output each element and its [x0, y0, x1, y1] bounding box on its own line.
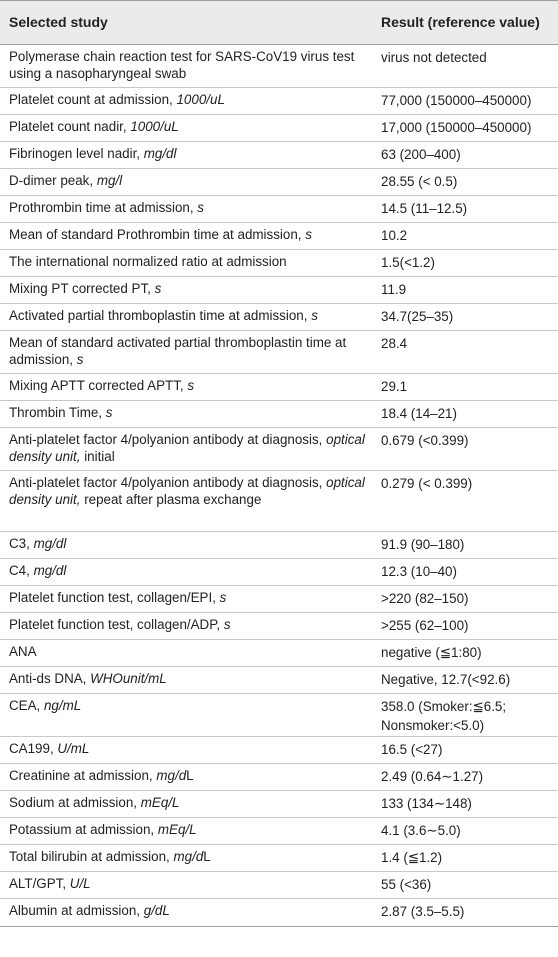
table-row	[0, 818, 558, 845]
study-cell	[0, 223, 372, 249]
study-cell	[0, 640, 372, 666]
study-name: Potassium at admission,	[9, 822, 158, 837]
study-cell	[0, 196, 372, 222]
table-row	[0, 428, 558, 471]
study-unit: s	[76, 352, 84, 367]
study-unit: U/mL	[57, 741, 90, 756]
result-cell: 14.5 (11–12.5)	[381, 201, 468, 216]
study-name: Anti-ds DNA,	[9, 671, 91, 686]
study-cell	[0, 428, 372, 470]
study-cell	[0, 737, 372, 763]
study-cell	[0, 88, 372, 114]
result-cell: 77,000 (150000–450000)	[381, 93, 532, 108]
study-cell	[0, 818, 372, 844]
study-unit: optical density unit,	[9, 475, 365, 507]
result-cell: Negative, 12.7(<92.6)	[381, 672, 511, 687]
result-cell: 34.7(25–35)	[381, 309, 454, 324]
header-result: Result (reference value)	[381, 14, 540, 30]
study-unit: 1000/uL	[176, 92, 225, 107]
study-cell	[0, 304, 372, 330]
study-unit: mg/d	[173, 849, 204, 864]
result-cell: 55 (<36)	[381, 877, 432, 892]
study-cell	[0, 331, 372, 373]
table-row	[0, 640, 558, 667]
study-name: CA199,	[9, 741, 58, 756]
table-row	[0, 304, 558, 331]
result-cell: 18.4 (14–21)	[381, 406, 457, 421]
study-unit: U/L	[69, 876, 91, 891]
table-row	[0, 277, 558, 304]
table-row	[0, 401, 558, 428]
table-row	[0, 196, 558, 223]
study-name: Mean of standard Prothrombin time at admission,	[9, 227, 306, 242]
study-name: Activated partial thromboplastin time at admission,	[9, 308, 312, 323]
study-suffix: L	[186, 768, 194, 783]
table-row	[0, 613, 558, 640]
study-name: Platelet count nadir,	[9, 119, 131, 134]
study-unit: s	[219, 590, 227, 605]
study-name: C3,	[9, 536, 34, 551]
study-name: Platelet function test, collagen/EPI,	[9, 590, 220, 605]
table-row	[0, 791, 558, 818]
result-cell: 2.87 (3.5–5.5)	[381, 904, 465, 919]
study-name: Creatinine at admission,	[9, 768, 157, 783]
result-cell: 11.9	[381, 282, 407, 297]
study-cell	[0, 401, 372, 427]
result-cell: 0.679 (<0.399)	[381, 433, 469, 448]
study-unit: s	[105, 405, 113, 420]
result-cell: >255 (62–100)	[381, 618, 469, 633]
study-unit: mg/dl	[33, 536, 67, 551]
study-name: Total bilirubin at admission,	[9, 849, 174, 864]
table-row	[0, 115, 558, 142]
table-row	[0, 764, 558, 791]
study-cell	[0, 559, 372, 585]
study-cell	[0, 667, 372, 693]
study-cell	[0, 471, 372, 531]
study-name: Thrombin Time,	[9, 405, 106, 420]
result-cell: 17,000 (150000–450000)	[381, 120, 532, 135]
result-cell: 0.279 (< 0.399)	[381, 476, 473, 491]
result-cell: 12.3 (10–40)	[381, 564, 457, 579]
study-name: Platelet count at admission,	[9, 92, 177, 107]
result-cell: 2.49 (0.64∼1.27)	[381, 769, 484, 784]
study-name: Prothrombin time at admission,	[9, 200, 198, 215]
result-cell: 28.55 (< 0.5)	[381, 174, 458, 189]
study-unit: WHOunit/mL	[90, 671, 167, 686]
study-cell	[0, 586, 372, 612]
result-cell: 63 (200–400)	[381, 147, 461, 162]
study-name: ALT/GPT,	[9, 876, 70, 891]
study-unit: s	[154, 281, 162, 296]
table-body	[0, 45, 558, 927]
table-row	[0, 737, 558, 764]
study-cell	[0, 277, 372, 303]
study-name: Anti-platelet factor 4/polyanion antibody at diagnosis,	[9, 475, 327, 490]
study-name: The international normalized ratio at admission	[9, 254, 287, 269]
study-cell	[0, 872, 372, 898]
study-unit: mg/dl	[33, 563, 67, 578]
study-unit: g/dL	[143, 903, 170, 918]
study-name: Sodium at admission,	[9, 795, 141, 810]
study-cell	[0, 899, 372, 926]
result-cell: 4.1 (3.6∼5.0)	[381, 823, 461, 838]
table-row	[0, 471, 558, 532]
study-unit: mg/dl	[143, 146, 177, 161]
study-cell	[0, 142, 372, 168]
study-cell	[0, 613, 372, 639]
table-row	[0, 559, 558, 586]
table-row	[0, 872, 558, 899]
study-name: CEA,	[9, 698, 44, 713]
table-row	[0, 845, 558, 872]
study-cell	[0, 764, 372, 790]
study-name: Platelet function test, collagen/ADP,	[9, 617, 224, 632]
study-unit: optical density unit,	[9, 432, 365, 464]
table-row	[0, 88, 558, 115]
result-cell: 358.0 (Smoker:≦6.5; Nonsmoker:<5.0)	[381, 699, 507, 733]
study-cell	[0, 694, 372, 736]
study-unit: mg/l	[96, 173, 123, 188]
study-cell	[0, 845, 372, 871]
table-row	[0, 532, 558, 559]
result-cell: 1.5(<1.2)	[381, 255, 435, 270]
result-cell: 16.5 (<27)	[381, 742, 443, 757]
study-cell	[0, 250, 372, 276]
table-row	[0, 142, 558, 169]
study-name: Anti-platelet factor 4/polyanion antibody at diagnosis,	[9, 432, 327, 447]
result-cell: 28.4	[381, 336, 408, 351]
study-name: D-dimer peak,	[9, 173, 97, 188]
table-row	[0, 667, 558, 694]
result-cell: >220 (82–150)	[381, 591, 469, 606]
study-unit: 1000/uL	[130, 119, 179, 134]
result-cell: 1.4 (≦1.2)	[381, 850, 443, 865]
study-cell	[0, 45, 372, 87]
study-unit: mEq/L	[140, 795, 180, 810]
study-name: Polymerase chain reaction test for SARS-CoV19 virus test using a nasopharyngeal swab	[9, 49, 355, 81]
study-name: C4,	[9, 563, 34, 578]
table-row	[0, 899, 558, 927]
result-cell: 29.1	[381, 379, 408, 394]
study-cell	[0, 532, 372, 558]
table-row	[0, 223, 558, 250]
study-name: Mixing PT corrected PT,	[9, 281, 155, 296]
study-suffix: L	[203, 849, 211, 864]
result-cell: 133 (134∼148)	[381, 796, 472, 811]
result-cell: negative (≦1:80)	[381, 645, 482, 660]
study-name: Mixing APTT corrected APTT,	[9, 378, 188, 393]
study-unit: mEq/L	[157, 822, 197, 837]
result-cell: virus not detected	[381, 50, 487, 65]
study-unit: mg/d	[156, 768, 187, 783]
header-selected-study: Selected study	[9, 14, 108, 30]
study-cell	[0, 169, 372, 195]
study-unit: s	[197, 200, 204, 215]
study-unit: ng/mL	[43, 698, 82, 713]
study-cell	[0, 115, 372, 141]
study-name: Mean of standard activated partial thromboplastin time at admission,	[9, 335, 347, 367]
study-unit: s	[311, 308, 318, 323]
study-name: Fibrinogen level nadir,	[9, 146, 144, 161]
table-header	[0, 0, 558, 45]
study-unit: s	[223, 617, 231, 632]
table-row	[0, 694, 558, 737]
study-unit: s	[305, 227, 312, 242]
study-suffix: repeat after plasma exchange	[80, 492, 262, 507]
study-name: Albumin at admission,	[9, 903, 144, 918]
table-row	[0, 169, 558, 196]
table-row	[0, 331, 558, 374]
table-row	[0, 45, 558, 88]
table-row	[0, 250, 558, 277]
study-cell	[0, 791, 372, 817]
table-row	[0, 374, 558, 401]
study-cell	[0, 374, 372, 400]
study-suffix: initial	[80, 449, 115, 464]
result-cell: 91.9 (90–180)	[381, 537, 465, 552]
table-row	[0, 586, 558, 613]
result-cell: 10.2	[381, 228, 408, 243]
study-unit: s	[187, 378, 195, 393]
study-name: ANA	[9, 644, 37, 659]
